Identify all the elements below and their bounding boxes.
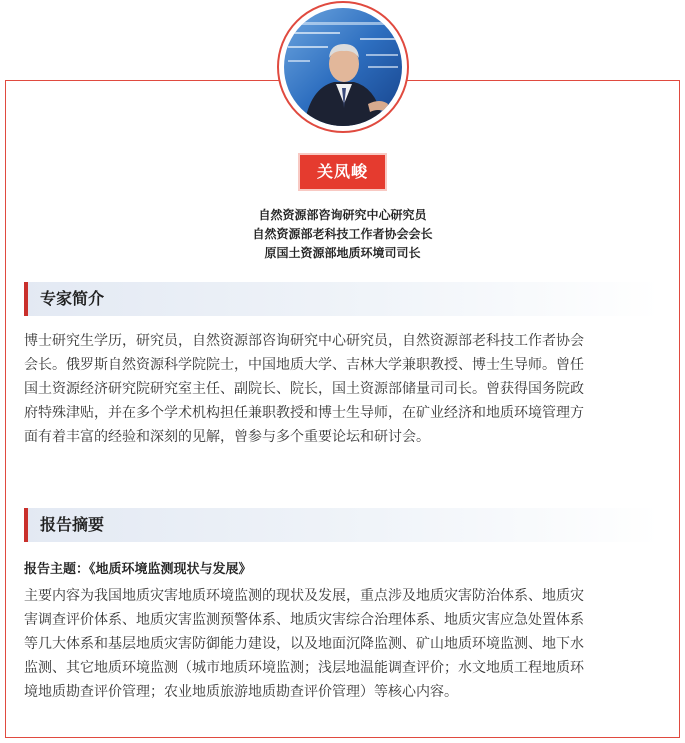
avatar-frame xyxy=(277,1,409,133)
section-heading-intro xyxy=(24,282,660,316)
expert-titles xyxy=(0,206,685,263)
section-heading-label: 专家简介 xyxy=(40,289,105,308)
paragraph-line: 监测、其它地质环境监测（城市地质环境监测；浅层地温能调查评价；水文地质工程地质环 xyxy=(24,660,584,676)
intro-paragraph xyxy=(24,329,664,449)
paragraph-line: 主要内容为我国地质灾害地质环境监测的现状及发展，重点涉及地质灾害防治体系、地质灾 xyxy=(24,588,584,604)
paragraph-line: 面有着丰富的经验和深刻的见解，曾参与多个重要论坛和研讨会。 xyxy=(24,429,430,445)
expert-title: 自然资源部咨询研究中心研究员 xyxy=(258,208,427,222)
paragraph-line: 国土资源经济研究院研究室主任、副院长、院长，国土资源部储量司司长。曾获得国务院政 xyxy=(24,381,584,397)
report-paragraph xyxy=(24,584,664,704)
section-heading-label: 报告摘要 xyxy=(40,515,105,534)
expert-name-badge: 关凤峻 xyxy=(300,155,385,189)
paragraph-line: 府特殊津贴，并在多个学术机构担任兼职教授和博士生导师，在矿业经济和地质环境管理方 xyxy=(24,405,584,421)
paragraph-line: 害调查评价体系、地质灾害监测预警体系、地质灾害综合治理体系、地质灾害应急处置体系 xyxy=(24,612,584,628)
paragraph-line: 等几大体系和基层地质灾害防御能力建设，以及地面沉降监测、矿山地质环境监测、地下水 xyxy=(24,636,584,652)
section-heading-bar xyxy=(24,508,28,542)
section-heading-report xyxy=(24,508,660,542)
expert-title: 自然资源部老科技工作者协会会长 xyxy=(252,227,433,241)
expert-title: 原国土资源部地质环境司司长 xyxy=(264,246,421,260)
avatar xyxy=(284,8,402,126)
paragraph-line: 境地质勘查评价管理；农业地质旅游地质勘查评价管理）等核心内容。 xyxy=(24,684,458,700)
section-heading-bar xyxy=(24,282,28,316)
paragraph-line: 会长。俄罗斯自然资源科学院院士，中国地质大学、吉林大学兼职教授、博士生导师。曾任 xyxy=(24,357,584,373)
paragraph-line: 博士研究生学历，研究员，自然资源部咨询研究中心研究员，自然资源部老科技工作者协会 xyxy=(24,333,584,349)
report-topic: 报告主题：《地质环境监测现状与发展》 xyxy=(24,562,252,577)
